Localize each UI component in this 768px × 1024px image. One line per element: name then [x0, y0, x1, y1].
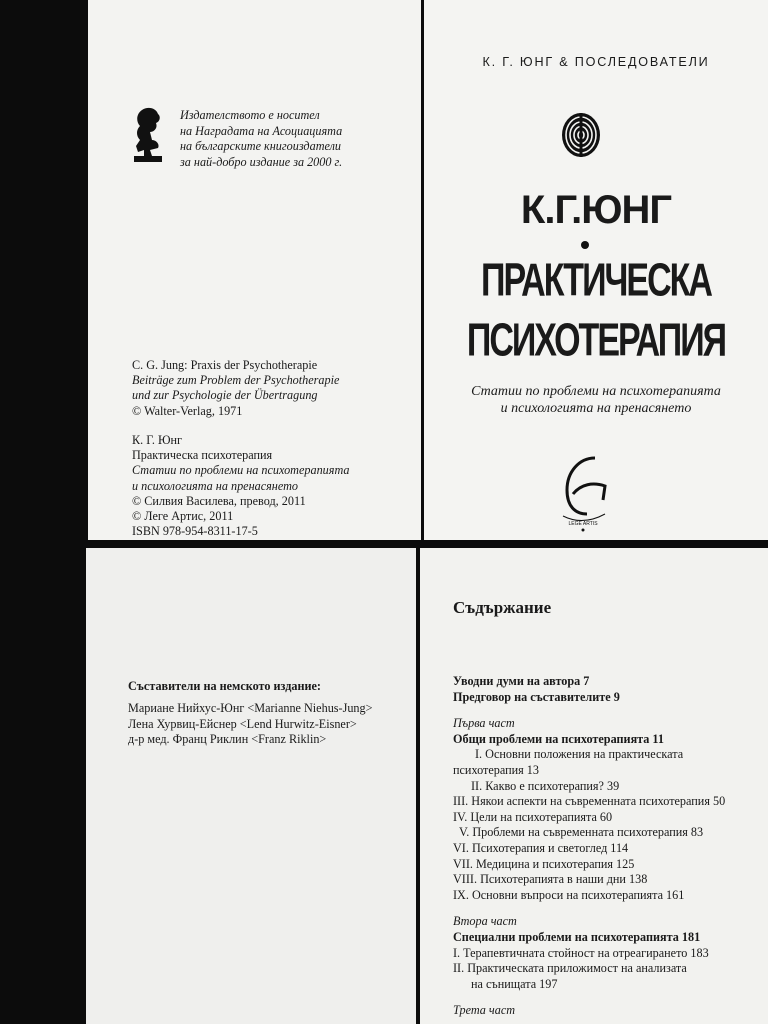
toc-entry: IV. Цели на психотерапията 60 [453, 809, 613, 824]
show-through [150, 190, 163, 245]
book-title-line-1: ПРАКТИЧЕСКА [481, 255, 711, 307]
toc-entry: VI. Психотерапия и светоглед 114 [453, 840, 629, 855]
book-title-line-2: ПСИХОТЕРАПИЯ [466, 315, 726, 367]
series-name: К. Г. ЮНГ & ПОСЛЕДОВАТЕЛИ [482, 55, 710, 69]
award-note: Издателството е носител на Наградата на Асоциацията на българските книгоиздатели за най-добро издание за 2000 г. [180, 108, 343, 169]
editor-name: Мариане Нийхус-Юнг <Marianne Niehus-Jung> [128, 701, 373, 716]
toc-entry: VII. Медицина и психотерапия 125 [453, 856, 635, 871]
part-label: Първа част [453, 716, 515, 731]
toc-entry: психотерапия 13 [453, 762, 539, 777]
publisher-lion-icon [130, 106, 166, 164]
toc-entry: на сънищата 197 [471, 976, 558, 991]
svg-text:LEGE ARTIS: LEGE ARTIS [568, 521, 598, 527]
table-of-contents [453, 674, 768, 1019]
editor-name: Лена Хурвиц-Ейснер <Lend Hurwitz-Eisner> [128, 716, 357, 731]
bulgarian-edition-info: К. Г. Юнг Практическа психотерапия Статии по проблеми на психотерапията и психологията на пренасянето © Силвия Василева, превод, 2011 © Леге Артис, 2011 ISBN 978-954-8311-17-5 [132, 433, 350, 539]
part-title: Общи проблеми на психотерапията 11 [453, 731, 664, 746]
toc-entry: V. Проблеми на съвременната психотерапия 83 [459, 825, 704, 840]
german-editors [128, 679, 372, 748]
original-edition-info: C. G. Jung: Praxis der Psychotherapie Beiträge zum Problem der Psychotherapie und zur Psychologie der Übertragung © Walter-Verlag, 1971 [132, 358, 340, 418]
editors-heading: Съставители на немското издание: [128, 679, 321, 693]
part-label: Трета част [453, 1003, 516, 1018]
editor-name: д-р мед. Франц Риклин <Franz Riklin> [128, 732, 327, 747]
toc-entry: VIII. Психотерапията в наши дни 138 [453, 872, 648, 887]
toc-entry: III. Някои аспекти на съвременната психотерапия 50 [453, 794, 726, 809]
separator-dot [581, 241, 589, 249]
toc-entry: II. Какво е психотерапия? 39 [471, 778, 620, 793]
toc-entry: Уводни думи на автора 7 [453, 674, 590, 688]
contents-heading: Съдържание [453, 598, 552, 617]
editors-page [86, 548, 416, 1024]
toc-entry: IX. Основни въпроси на психотерапията 161 [453, 887, 685, 902]
toc-entry: I. Основни положения на практическата [475, 747, 684, 762]
toc-entry: Предговор на съставителите 9 [453, 689, 620, 704]
toc-entry: I. Терапевтичната стойност на отреагирането 183 [453, 945, 709, 960]
part-label: Втора част [453, 914, 517, 929]
part-title: Специални проблеми на психотерапията 181 [453, 929, 701, 944]
spiral-emblem-icon [561, 112, 601, 158]
toc-entry: II. Практическата приложимост на анализата [453, 961, 687, 976]
lege-artis-logo-icon [553, 452, 613, 532]
author-name: К.Г.ЮНГ [520, 188, 672, 232]
book-subtitle: Статии по проблеми на психотерапията и психологията на пренасянето [471, 384, 721, 416]
